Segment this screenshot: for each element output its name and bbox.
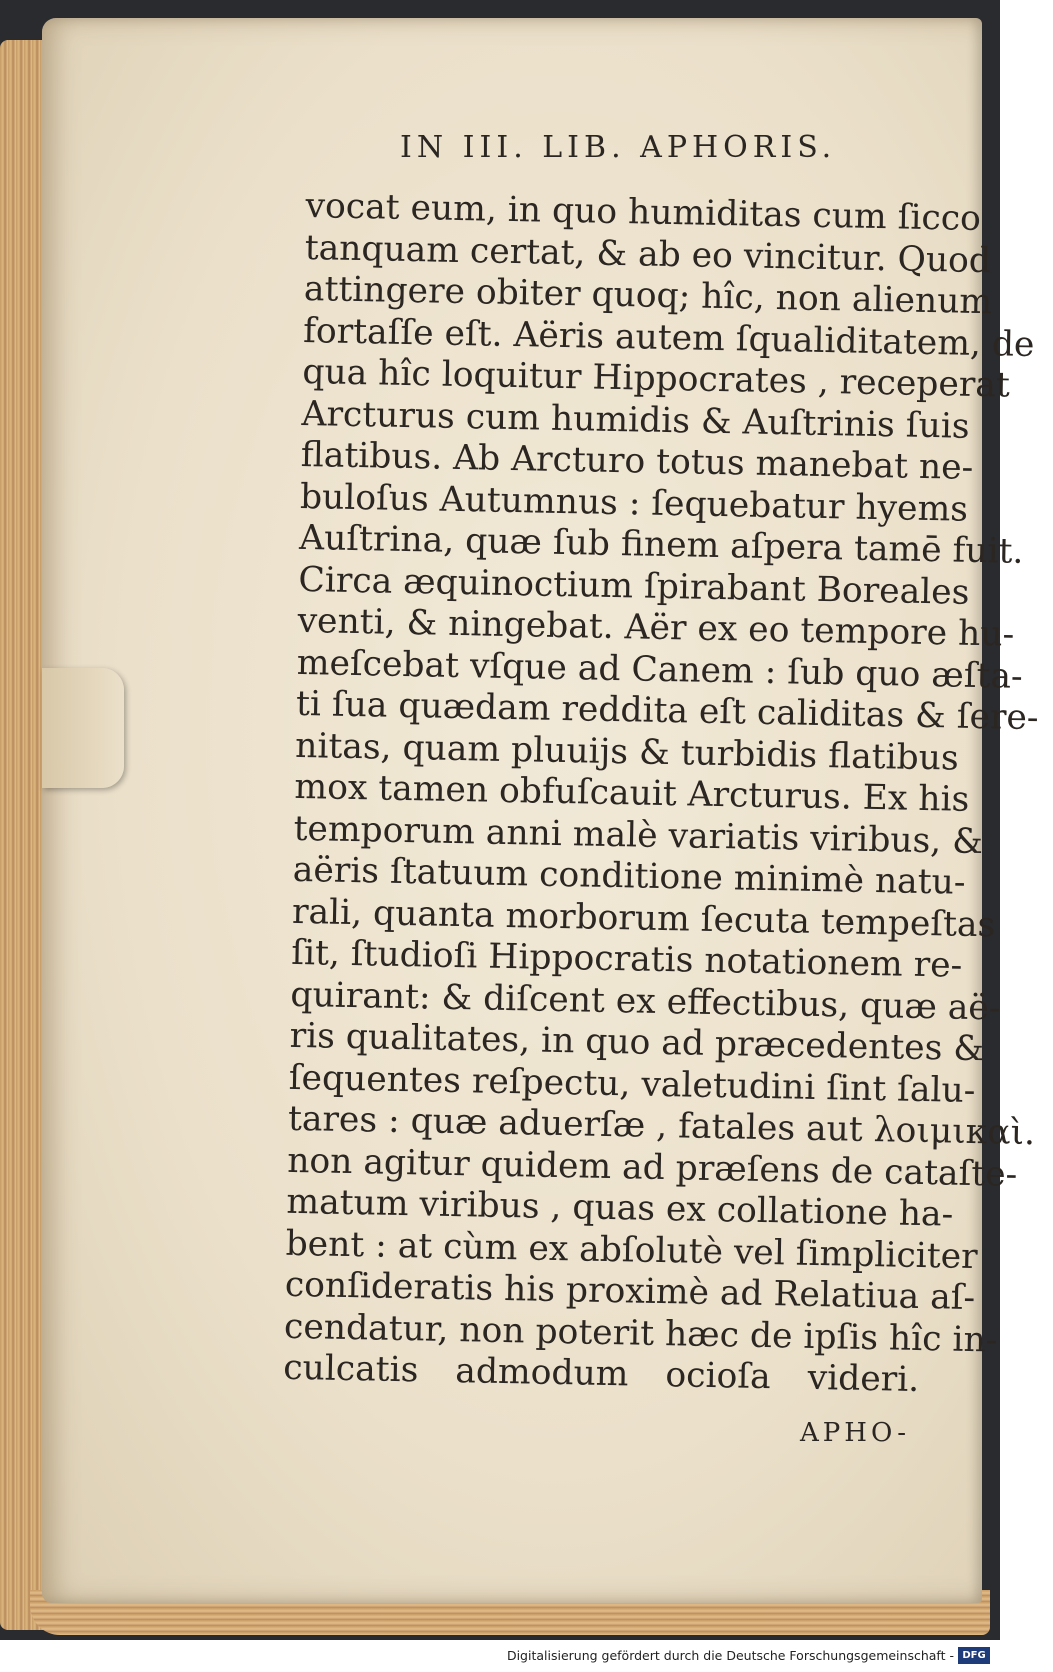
text-line: rali, quanta morborum ſecuta tempeſtas [291,891,996,945]
text-line: ſequentes reſpectu, valetudini ſint ſalu- [288,1057,976,1111]
catchword: APHO- [800,1418,910,1448]
text-line: ti ſua quædam reddita eſt caliditas & ſere- [295,683,1039,739]
digitization-footer [0,1640,1000,1672]
text-line: tanquam certat, & ab eo vincitur. Quod [304,227,992,281]
text-line: buloſus Autumnus : ſequebatur hyems [299,476,969,530]
text-line: nitas, quam pluuijs & turbidis flatibus [294,725,960,779]
text-line: attingere obiter quoq; hîc, non alienum [303,268,993,323]
text-line: bent : at cùm ex abſolutè vel ſimpliciter [285,1223,978,1277]
text-line: tares : quæ aduerſæ , fatales aut λοιμικαὶ. [287,1098,1036,1154]
running-head: IN III. LIB. APHORIS. [400,130,837,165]
dfg-logo: DFG [958,1647,990,1664]
text-line: qua hîc loquitur Hippocrates , receperat [302,351,1011,406]
text-line: venti, & ningebat. Aër ex eo tempore hu- [297,600,1015,655]
text-line: aëris ſtatuum conditione minimè natu- [292,849,966,903]
text-line: meſcebat vſque ad Canem : ſub quo æſta- [296,642,1024,697]
text-line: cendatur, non poterit hæc de ipſis hîc in- [283,1306,998,1360]
text-line: culcatis admodum ocioſa videri. [282,1347,920,1400]
text-line: fortaſſe eſt. Aëris autem ſqualiditatem, de [302,310,1035,365]
text-line: vocat eum, in quo humiditas cum ſicco [305,186,982,239]
text-line: temporum anni malè variatis viribus, & [293,808,984,862]
funding-credit: Digitalisierung gefördert durch die Deutsche Forschungsgemeinschaft - [506,1648,954,1663]
text-line: ris qualitates, in quo ad præcedentes & [289,1015,985,1070]
text-line: flatibus. Ab Arcturo totus manebat ne- [300,434,974,488]
text-line: conſideratis his proximè ad Relatiua aſ- [284,1264,976,1319]
text-line: Arcturus cum humidis & Auſtrinis ſuis [301,393,970,447]
text-line: quirant: & diſcent ex effectibus, quæ aë- [290,974,1001,1028]
text-line: mox tamen obfuſcauit Arcturus. Ex his [294,766,970,820]
text-line: Auſtrina, quæ ſub finem aſpera tamē fuit. [298,517,1024,572]
text-line: non agitur quidem ad præſens de cataſte- [286,1140,1018,1195]
text-line: ſit, ſtudioſi Hippocratis notationem re- [290,932,963,986]
text-line: Circa æquinoctium ſpirabant Boreales [298,559,970,613]
page-tab [42,668,124,788]
body-text [282,186,1039,1401]
text-line: matum viribus , quas ex collatione ha- [286,1181,954,1235]
